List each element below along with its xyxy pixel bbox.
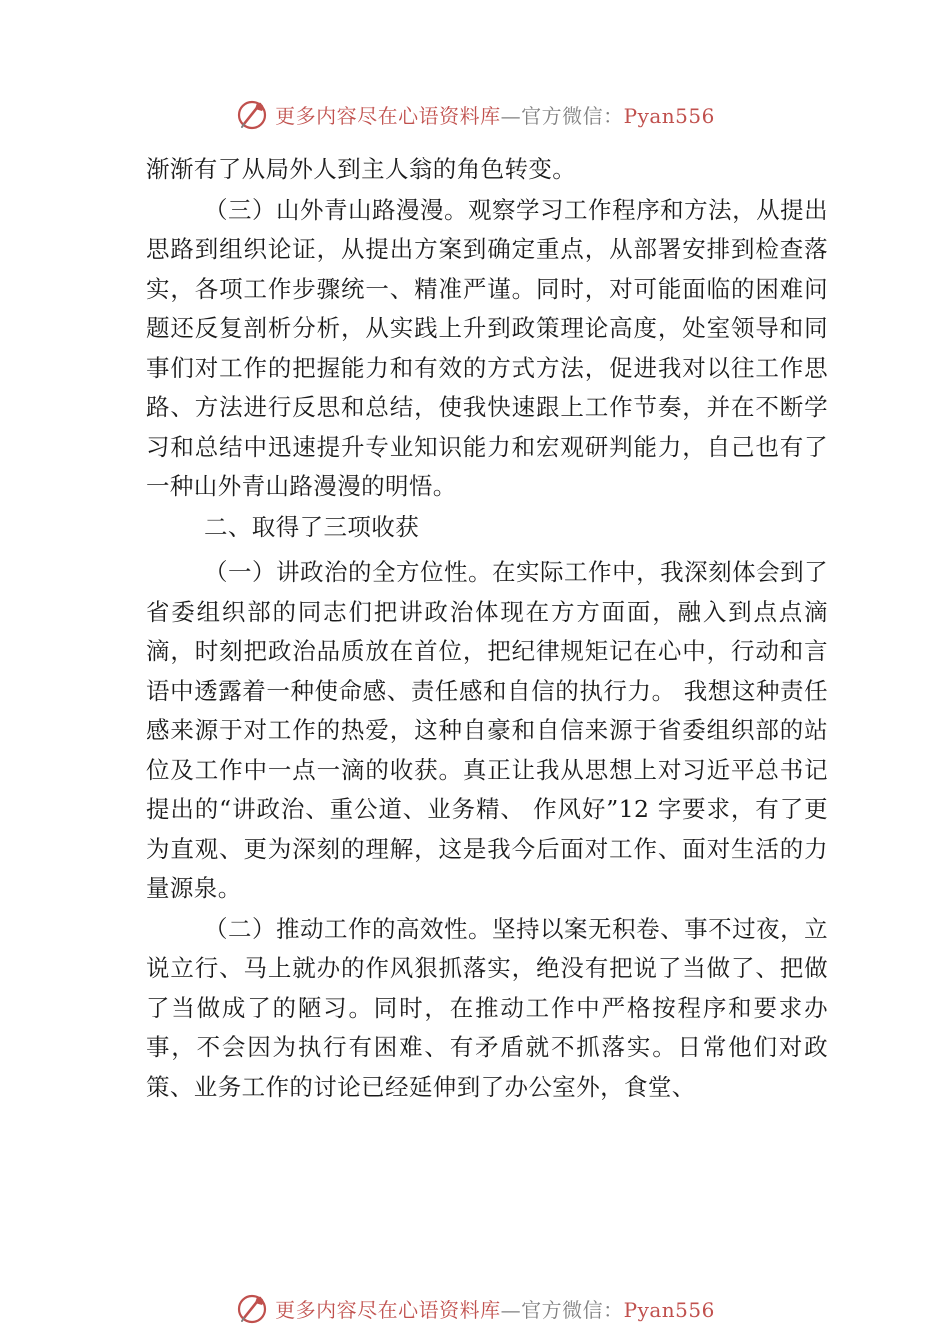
paragraph-gain-1: （一）讲政治的全方位性。在实际工作中，我深刻体会到了省委组织部的同志们把讲政治体现在方方面面，融入到点点滴滴，时刻把政治品质放在首位，把纪律规矩记在心中，行动和言语中透露着一种使命感、责任感和自信的执行力。 我想这种责任感来源于对工作的热爱，这种自豪和自信来源于省委组织部的站位及工作中一点一滴的收获。真正让我从思想上对习近平总书记提出的“讲政治、重公道、业务精、 作风好”12 字要求，有了更为直观、更为深刻的理解，这是我今后面对工作、面对生活的力量源泉。 bbox=[146, 558, 828, 902]
section-heading-gains: 二、取得了三项收获 bbox=[204, 512, 420, 541]
paragraph-gain-2: （二）推动工作的高效性。坚持以案无积卷、事不过夜，立说立行、马上就办的作风狠抓落实，绝没有把说了当做了、把做了当做成了的陋习。同时，在推动工作中严格按程序和要求办事，不会因为执行有困难、有矛盾就不抓落实。日常他们对政策、业务工作的讨论已经延伸到了办公室外，食堂、 bbox=[146, 914, 828, 1101]
pen-feather-logo-icon bbox=[235, 1291, 269, 1325]
paragraph-section-3: （三）山外青山路漫漫。观察学习工作程序和方法，从提出思路到组织论证，从提出方案到确定重点，从部署安排到检查落实，各项工作步骤统一、精准严谨。同时，对可能面临的困难问题还反复剖析分析，从实践上升到政策理论高度，处室领导和同事们对工作的把握能力和有效的方式方法，促进我对以往工作思路、方法进行反思和总结，使我快速跟上工作节奏，并在不断学习和总结中迅速提升专业知识能力和宏观研判能力，自己也有了一种山外青山路漫漫的明悟。 bbox=[146, 195, 828, 500]
banner-wechat-label: 官方微信： bbox=[521, 1297, 624, 1322]
banner-brand-text: 更多内容尽在心语资料库 bbox=[275, 1297, 501, 1322]
pen-feather-logo-icon bbox=[235, 97, 269, 131]
banner-brand-text: 更多内容尽在心语资料库 bbox=[275, 103, 501, 128]
banner-separator: — bbox=[500, 1297, 522, 1322]
banner-wechat-id: Pyan556 bbox=[623, 103, 715, 128]
banner-wechat-label: 官方微信： bbox=[521, 103, 624, 128]
footer-banner bbox=[0, 1288, 950, 1328]
banner-wechat-id: Pyan556 bbox=[623, 1297, 715, 1322]
paragraph-continuation: 渐渐有了从局外人到主人翁的角色转变。 bbox=[146, 155, 577, 183]
header-banner bbox=[0, 94, 950, 134]
document-body bbox=[146, 150, 828, 1107]
banner-separator: — bbox=[500, 103, 522, 128]
